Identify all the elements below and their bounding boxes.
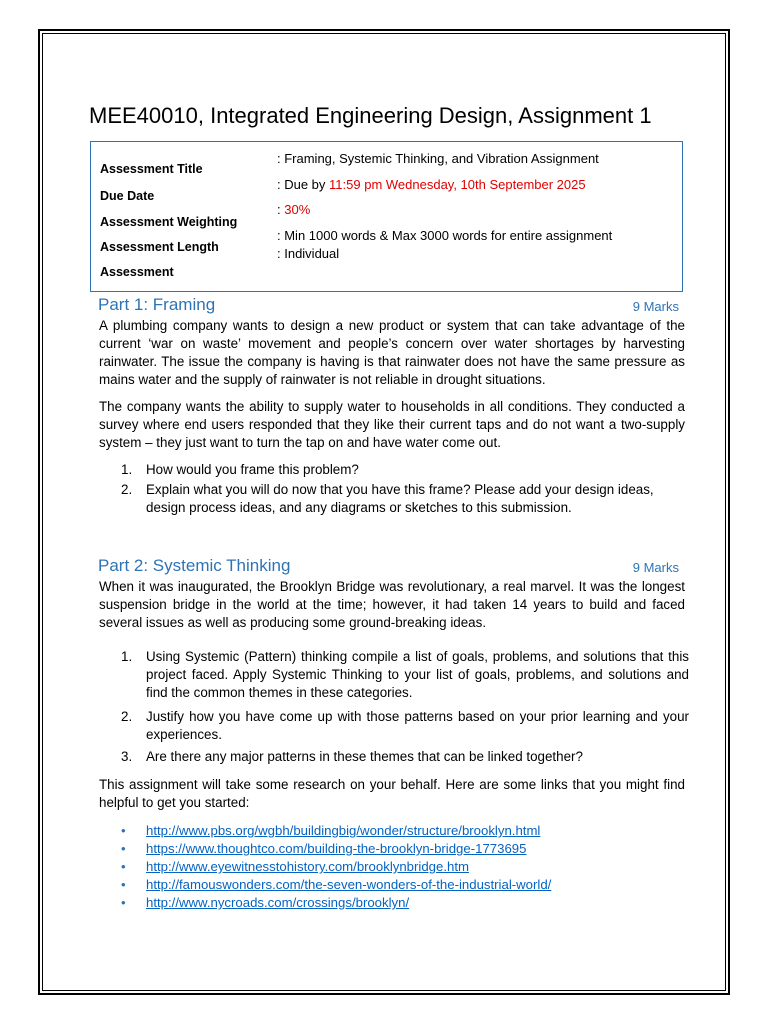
part2-list-item bbox=[121, 648, 689, 702]
part2-marks: 9 Marks bbox=[632, 560, 679, 575]
list-number: 2. bbox=[121, 709, 133, 724]
part1-list-item bbox=[121, 481, 689, 517]
list-number: 1. bbox=[121, 462, 133, 477]
assessment-title-label: Assessment Title bbox=[100, 162, 203, 176]
bullet-icon: • bbox=[121, 859, 126, 874]
assessment-type-label: Assessment bbox=[100, 265, 174, 279]
due-date-value bbox=[277, 177, 586, 192]
assessment-length-value: : Min 1000 words & Max 3000 words for entire assignment bbox=[277, 228, 613, 243]
link-thoughtco-brooklyn[interactable]: https://www.thoughtco.com/building-the-brooklyn-bridge-1773695 bbox=[146, 841, 527, 856]
link-eyewitness-brooklyn[interactable]: http://www.eyewitnesstohistory.com/brooklynbridge.htm bbox=[146, 859, 469, 874]
link-nycroads-brooklyn[interactable]: http://www.nycroads.com/crossings/brooklyn/ bbox=[146, 895, 410, 910]
part1-marks: 9 Marks bbox=[632, 299, 679, 314]
part1-heading: Part 1: Framing bbox=[98, 295, 216, 314]
weighting-prefix: : bbox=[277, 202, 285, 217]
due-date-prefix: : Due by bbox=[277, 177, 330, 192]
part2-paragraph-1: When it was inaugurated, the Brooklyn Bridge was revolutionary, a real marvel. It was the longest suspension bridge in the world at the time; however, it had taken 14 years to build and faced several issues as well as producing some ground-breaking ideas. bbox=[99, 579, 685, 630]
list-text: Justify how you have come up with those patterns based on your prior learning and your experiences. bbox=[146, 709, 689, 742]
list-text: Are there any major patterns in these themes that can be linked together? bbox=[146, 749, 583, 764]
assessment-title-value: : Framing, Systemic Thinking, and Vibration Assignment bbox=[277, 151, 599, 166]
part2-heading: Part 2: Systemic Thinking bbox=[98, 556, 291, 575]
part1-paragraph-2: The company wants the ability to supply water to households in all conditions. They conducted a survey where end users responded that they like their current taps and do not want a two-supply system – they just want to turn the tap on and have water come out. bbox=[99, 399, 685, 450]
link-pbs-brooklyn[interactable]: http://www.pbs.org/wgbh/buildingbig/wonder/structure/brooklyn.html bbox=[146, 823, 541, 838]
part2-paragraph-2: This assignment will take some research on your behalf. Here are some links that you might find helpful to get you started: bbox=[99, 777, 685, 810]
list-number: 3. bbox=[121, 749, 133, 764]
due-date-deadline: 11:59 pm Wednesday, 10th September 2025 bbox=[329, 177, 586, 192]
part1-list-item bbox=[121, 461, 689, 479]
bullet-icon: • bbox=[121, 877, 126, 892]
part2-list-item bbox=[121, 748, 689, 766]
list-text: Using Systemic (Pattern) thinking compile a list of goals, problems, and solutions that this project faced. Apply Systemic Thinking to your list of goals, problems, and solutions and find the common themes in these categories. bbox=[146, 649, 689, 700]
part1-paragraph-1: A plumbing company wants to design a new product or system that can take advantage of the current ‘war on waste’ movement and people’s concern over water shortages by harvesting rainwater. The issue the company is having is that rainwater does not have the same pressure as mains water and the supply of rainwater is not reliable in drought situations. bbox=[99, 318, 685, 387]
assessment-length-label: Assessment Length bbox=[100, 240, 219, 254]
list-number: 2. bbox=[121, 482, 133, 497]
list-number: 1. bbox=[121, 649, 133, 664]
assessment-type-value: : Individual bbox=[277, 246, 340, 261]
weighting-percent: 30% bbox=[284, 202, 311, 217]
bullet-icon: • bbox=[121, 895, 126, 910]
assessment-weighting-value bbox=[277, 202, 310, 217]
list-text: How would you frame this problem? bbox=[146, 462, 359, 477]
due-date-label: Due Date bbox=[100, 189, 155, 203]
document-title: MEE40010, Integrated Engineering Design, Assignment 1 bbox=[89, 103, 652, 128]
list-text: Explain what you will do now that you have this frame? Please add your design ideas, design process ideas, and any diagrams or sketches to this submission. bbox=[146, 482, 654, 515]
link-famouswonders[interactable]: http://famouswonders.com/the-seven-wonders-of-the-industrial-world/ bbox=[146, 877, 552, 892]
bullet-icon: • bbox=[121, 841, 126, 856]
assessment-weighting-label: Assessment Weighting bbox=[100, 215, 238, 229]
bullet-icon: • bbox=[121, 823, 126, 838]
part2-list-item bbox=[121, 708, 689, 744]
